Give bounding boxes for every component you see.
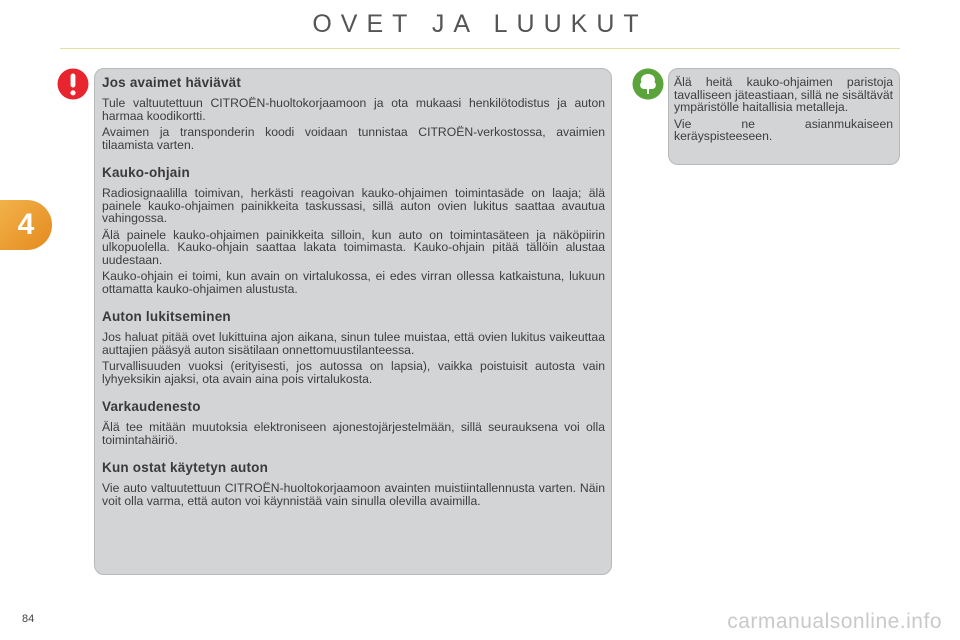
paragraph: Älä painele kauko-ohjaimen painikkeita silloin, kun auto on toimintasäteen ja näköpiirin ulkopuolella. Kauko-ohjain saattaa lakata toimimasta. Kauko-ohjain pitää tällöin alustaa uudestaan. [102, 227, 605, 267]
chapter-tab: 4 [0, 200, 52, 250]
page-number: 84 [22, 613, 35, 625]
section-remote-control [102, 165, 605, 295]
page-title: OVET JA LUUKUT [312, 10, 648, 38]
exclamation-icon [57, 68, 89, 100]
section-lost-keys [102, 75, 605, 151]
paragraph: Älä heitä kauko-ohjaimen paristoja tavalliseen jäteastiaan, sillä ne sisältävät ympäristölle haitallisia metalleja. [674, 75, 893, 114]
section-title: Kun ostat käytetyn auton [102, 460, 269, 475]
leaf-icon [632, 68, 664, 100]
paragraph: Avaimen ja transponderin koodi voidaan tunnistaa CITROËN-verkostossa, avaimien tilaamista varten. [102, 125, 605, 152]
info-panel [94, 68, 612, 575]
paragraph: Vie ne asianmukaiseen keräyspisteeseen. [674, 116, 893, 143]
paragraph: Vie auto valtuutettuun CITROËN-huoltokorjaamoon avainten muistiintallennusta varten. Näin voit olla varma, että auton voi käynnistää vain sinulla olevilla avaimilla. [102, 481, 605, 508]
section-title: Jos avaimet häviävät [102, 75, 242, 90]
section-locking [102, 309, 605, 385]
paragraph: Radiosignaalilla toimivan, herkästi reagoivan kauko-ohjaimen toimintasäde on laaja; älä painele kauko-ohjaimen painikkeita taskussasi, sillä auton ovien lukitus saattaa avautua vahingossa. [102, 186, 605, 225]
section-anti-theft [102, 399, 605, 446]
section-used-car [102, 460, 605, 507]
watermark: carmanualsonline.info [727, 610, 942, 633]
paragraph: Turvallisuuden vuoksi (erityisesti, jos autossa on lapsia), vaikka poistuisit autosta vain lyhyeksikin ajaksi, ota avain aina pois virtalukosta. [102, 359, 605, 386]
paragraph: Kauko-ohjain ei toimi, kun avain on virtalukossa, ei edes virran ollessa katkaistuna, lukuun ottamatta kauko-ohjaimen alustusta. [102, 269, 605, 296]
section-title: Varkaudenesto [102, 399, 201, 414]
paragraph: Jos haluat pitää ovet lukittuina ajon aikana, sinun tulee muistaa, että ovien lukitus vaikeuttaa auttajien pääsyä auton sisätilaan onnettomuustilanteessa. [102, 330, 605, 357]
paragraph: Älä tee mitään muutoksia elektroniseen ajonestojärjestelmään, sillä seurauksena voi olla toimintahäiriö. [102, 420, 605, 447]
section-title: Auton lukitseminen [102, 309, 231, 324]
eco-note-panel [668, 68, 900, 165]
section-title: Kauko-ohjain [102, 165, 190, 180]
title-divider [60, 48, 900, 49]
paragraph: Tule valtuutettuun CITROËN-huoltokorjaamoon ja ota mukaasi henkilötodistus ja auton harmaa koodikortti. [102, 96, 605, 123]
